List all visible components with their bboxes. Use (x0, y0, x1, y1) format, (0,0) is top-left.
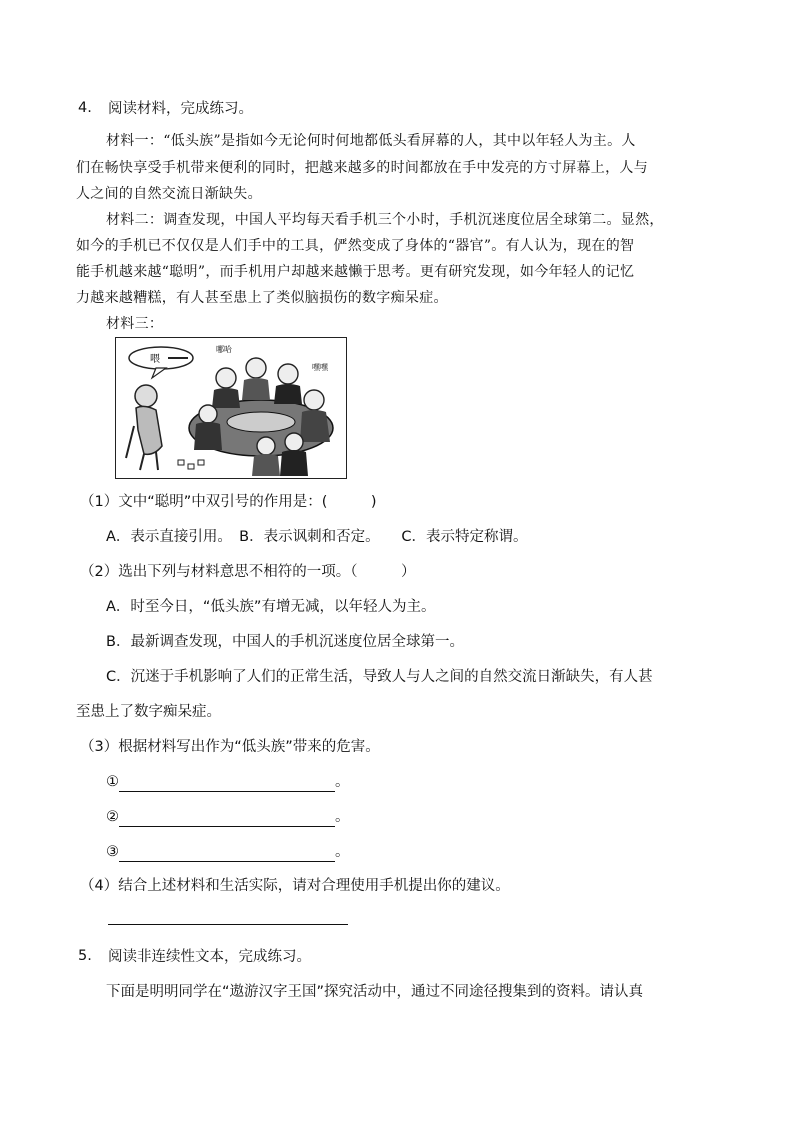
material-1-line-2: 们在畅快享受手机带来便利的同时，把越来越多的时间都放在手中发亮的方寸屏幕上，人与 (76, 160, 648, 176)
answer-blank-3[interactable] (119, 847, 335, 862)
sub-question-2-stem: （2）选出下列与材料意思不相符的一项。（ ） (80, 564, 416, 580)
material-3-label: 材料三： (106, 316, 164, 332)
sub-question-2-option-b: B．最新调查发现，中国人的手机沉迷度位居全球第一。 (106, 634, 464, 650)
question-4-number: 4. (78, 100, 92, 116)
sub-question-2-option-c-line-2: 至患上了数字痴呆症。 (76, 704, 221, 720)
sub-question-2-option-c-line-1: C．沉迷于手机影响了人们的正常生活，导致人与人之间的自然交流日渐缺失，有人甚 (106, 669, 653, 685)
answer-marker-1: ① (106, 774, 119, 790)
sub-question-1-options: A．表示直接引用。 B．表示讽刺和否定。 C．表示特定称谓。 (106, 529, 528, 545)
material-1-line-1: 材料一：“低头族”是指如今无论何时何地都低头看屏幕的人，其中以年轻人为主。人 (106, 133, 636, 149)
material-2-line-3: 能手机越来越“聪明”，而手机用户却越来越懒于思考。更有研究发现，如今年轻人的记忆 (76, 264, 635, 280)
material-2-line-4: 力越来越糟糕，有人甚至患上了类似脑损伤的数字痴呆症。 (76, 290, 448, 306)
sub-question-4-stem: （4）结合上述材料和生活实际，请对合理使用手机提出你的建议。 (80, 878, 510, 894)
material-2-line-2: 如今的手机已不仅仅是人们手中的工具，俨然变成了身体的“器官”。有人认为，现在的智 (76, 238, 635, 254)
sub-question-3-stem: （3）根据材料写出作为“低头族”带来的危害。 (80, 739, 380, 755)
material-1-line-3: 人之间的自然交流日渐缺失。 (76, 186, 262, 202)
answer-blank-1[interactable] (119, 777, 335, 792)
question-4-title: 阅读材料，完成练习。 (108, 101, 253, 117)
answer-end-3: 。 (335, 844, 350, 860)
answer-marker-2: ② (106, 809, 119, 825)
question-5-title: 阅读非连续性文本，完成练习。 (108, 949, 311, 965)
question-5-number: 5. (78, 948, 92, 964)
cartoon-label-right: 嘿嘿 (312, 363, 328, 372)
answer-end-2: 。 (335, 809, 350, 825)
sub-question-2-option-a: A．时至今日，“低头族”有增无减，以年轻人为主。 (106, 599, 436, 615)
answer-end-1: 。 (335, 774, 350, 790)
answer-blank-2[interactable] (119, 812, 335, 827)
bubble-text: 喂 (150, 354, 160, 365)
question-5-intro: 下面是明明同学在“遨游汉字王国”探究活动中，通过不同途径搜集到的资料。请认真 (106, 984, 644, 1000)
cartoon-illustration (115, 337, 347, 479)
cartoon-label-top: 哪哈 (216, 345, 232, 354)
answer-line-2[interactable] (106, 807, 350, 827)
answer-blank-4[interactable] (108, 924, 348, 925)
answer-marker-3: ③ (106, 844, 119, 860)
material-2-line-1: 材料二：调查发现，中国人平均每天看手机三个小时，手机沉迷度位居全球第二。显然， (106, 212, 664, 228)
answer-line-1[interactable] (106, 772, 350, 792)
sub-question-1-stem: （1）文中“聪明”中双引号的作用是：( ) (80, 494, 377, 510)
answer-line-3[interactable] (106, 842, 350, 862)
